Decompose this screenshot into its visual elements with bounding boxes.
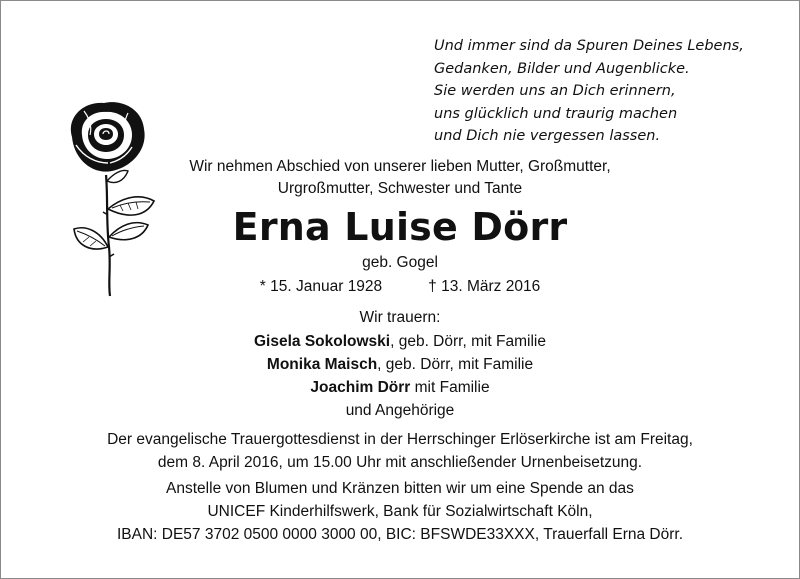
poem-line: Gedanken, Bilder und Augenblicke. [434, 60, 690, 77]
donation-line-2: UNICEF Kinderhilfswerk, Bank für Sozialwirtschaft Köln, [207, 503, 593, 520]
mourner-entry [0, 377, 800, 399]
mourner-name: Gisela Sokolowski [253, 333, 391, 350]
poem [434, 35, 774, 148]
donation-line-1: Anstelle von Blumen und Kränzen bitten wir um eine Spende an das [166, 480, 634, 497]
mourner-entry [0, 354, 800, 376]
poem-line: Sie werden uns an Dich erinnern, [434, 83, 676, 100]
intro-line-1: Wir nehmen Abschied von unserer lieben Mutter, Großmutter, [189, 158, 611, 175]
mourner-suffix: , geb. Dörr, mit Familie [377, 356, 534, 373]
mourner-name: Joachim Dörr [310, 379, 411, 396]
relatives-line: und Angehörige [345, 402, 455, 419]
mourners-heading: Wir trauern: [359, 309, 441, 326]
mourner-name: Monika Maisch [266, 356, 378, 373]
deceased-name: Erna Luise Dörr [232, 205, 568, 249]
life-dates [0, 276, 800, 298]
maiden-name: geb. Gogel [362, 254, 438, 271]
intro-line-2: Urgroßmutter, Schwester und Tante [277, 180, 523, 197]
death-date: † 13. März 2016 [428, 278, 541, 295]
birth-date: * 15. Januar 1928 [259, 278, 383, 295]
service-line-1: Der evangelische Trauergottesdienst in der Herrschinger Erlöserkirche ist am Freitag, [107, 431, 693, 448]
mourner-suffix: , geb. Dörr, mit Familie [390, 333, 546, 350]
poem-line: uns glücklich und traurig machen [434, 105, 678, 122]
poem-line: Und immer sind da Spuren Deines Lebens, [434, 38, 744, 54]
service-line-2: dem 8. April 2016, um 15.00 Uhr mit anschließender Urnenbeisetzung. [157, 454, 643, 471]
bank-details: IBAN: DE57 3702 0500 0000 3000 00, BIC: BFSWDE33XXX, Trauerfall Erna Dörr. [116, 526, 684, 543]
mourner-entry [0, 331, 800, 353]
poem-line: und Dich nie vergessen lassen. [434, 128, 661, 145]
mourner-suffix: mit Familie [410, 379, 490, 396]
